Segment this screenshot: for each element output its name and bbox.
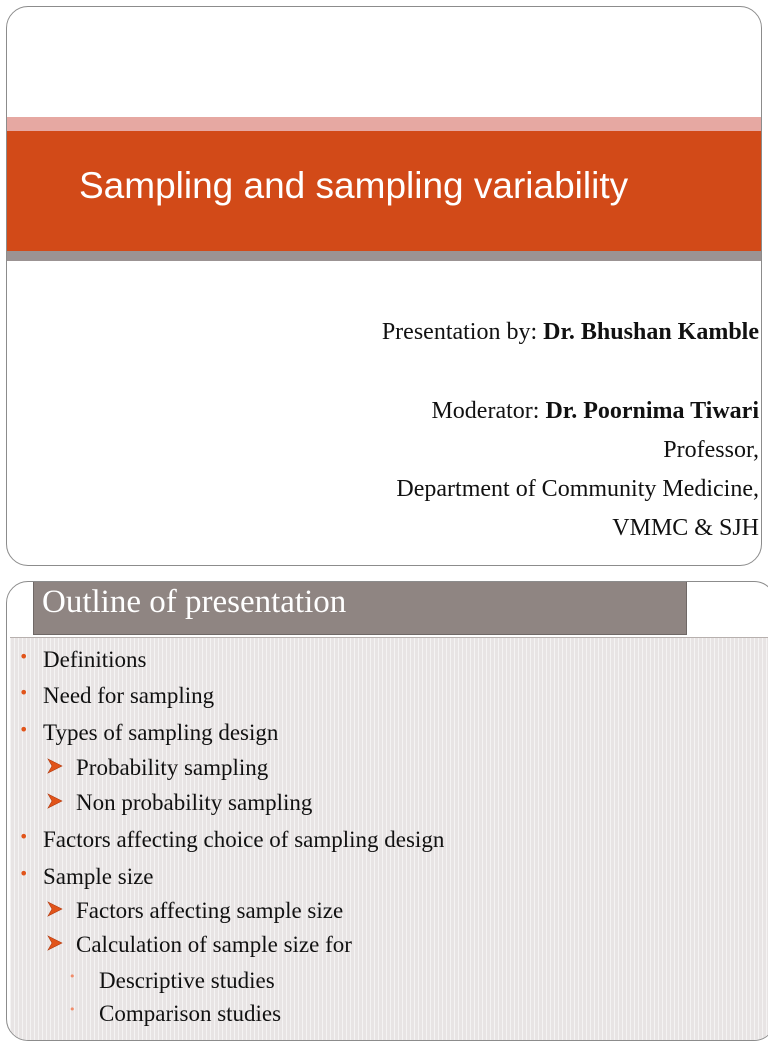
outline-item-definitions xyxy=(19,647,147,672)
outline-item-text: Definitions xyxy=(43,647,147,672)
outline-item-text: Types of sampling design xyxy=(43,720,279,745)
outline-item-comparison-studies xyxy=(69,1001,282,1026)
outline-slide xyxy=(6,581,768,1041)
round-bullet-icon: • xyxy=(19,720,29,739)
outline-item-calculation-of-sample-size xyxy=(76,933,352,956)
outline-item-text: Non probability sampling xyxy=(76,790,313,815)
outline-item-types-of-sampling-design xyxy=(19,720,279,745)
round-bullet-icon: • xyxy=(19,683,29,702)
small-round-bullet-icon: • xyxy=(69,1003,76,1016)
outline-item-text: Factors affecting choice of sampling design xyxy=(43,827,445,852)
title-band-accent xyxy=(7,117,761,131)
round-bullet-icon: • xyxy=(19,827,29,846)
outline-item-descriptive-studies xyxy=(69,968,275,993)
outline-content xyxy=(10,637,768,1040)
arrowhead-bullet-icon xyxy=(46,756,64,779)
department: Department of Community Medicine, xyxy=(396,476,759,502)
outline-item-text: Descriptive studies xyxy=(99,968,275,993)
outline-item-probability-sampling xyxy=(76,756,268,779)
outline-item-non-probability-sampling xyxy=(76,791,312,814)
moderator-name: Dr. Poornima Tiwari xyxy=(545,398,759,424)
moderator-label: Moderator: xyxy=(431,398,546,424)
outline-item-text: Comparison studies xyxy=(99,1001,282,1026)
outline-item-text: Need for sampling xyxy=(43,683,215,708)
outline-item-factors-affecting-sample-size xyxy=(76,899,343,922)
round-bullet-icon: • xyxy=(19,647,29,666)
outline-item-factors-affecting-choice xyxy=(19,827,445,852)
outline-item-text: Calculation of sample size for xyxy=(76,932,352,957)
moderator-line xyxy=(431,399,759,423)
outline-title: Outline of presentation xyxy=(42,584,347,620)
presenter-name: Dr. Bhushan Kamble xyxy=(543,319,759,345)
moderator-title: Professor, xyxy=(663,437,759,463)
arrowhead-bullet-icon xyxy=(46,791,64,814)
slide-title: Sampling and sampling variability xyxy=(79,165,629,206)
outline-item-sample-size xyxy=(19,864,154,889)
arrowhead-bullet-icon xyxy=(46,933,64,956)
outline-item-need-for-sampling xyxy=(19,683,215,708)
small-round-bullet-icon: • xyxy=(69,970,76,983)
title-band-shadow xyxy=(7,251,761,261)
outline-item-text: Factors affecting sample size xyxy=(76,898,344,923)
outline-item-text: Sample size xyxy=(43,864,154,889)
presented-by-label: Presentation by: xyxy=(381,319,544,345)
presenter-line xyxy=(382,320,759,344)
institution: VMMC & SJH xyxy=(612,515,759,541)
arrowhead-bullet-icon xyxy=(46,899,64,922)
title-slide xyxy=(6,6,762,566)
round-bullet-icon: • xyxy=(19,864,29,883)
outline-header xyxy=(33,581,687,635)
outline-item-text: Probability sampling xyxy=(76,755,269,780)
